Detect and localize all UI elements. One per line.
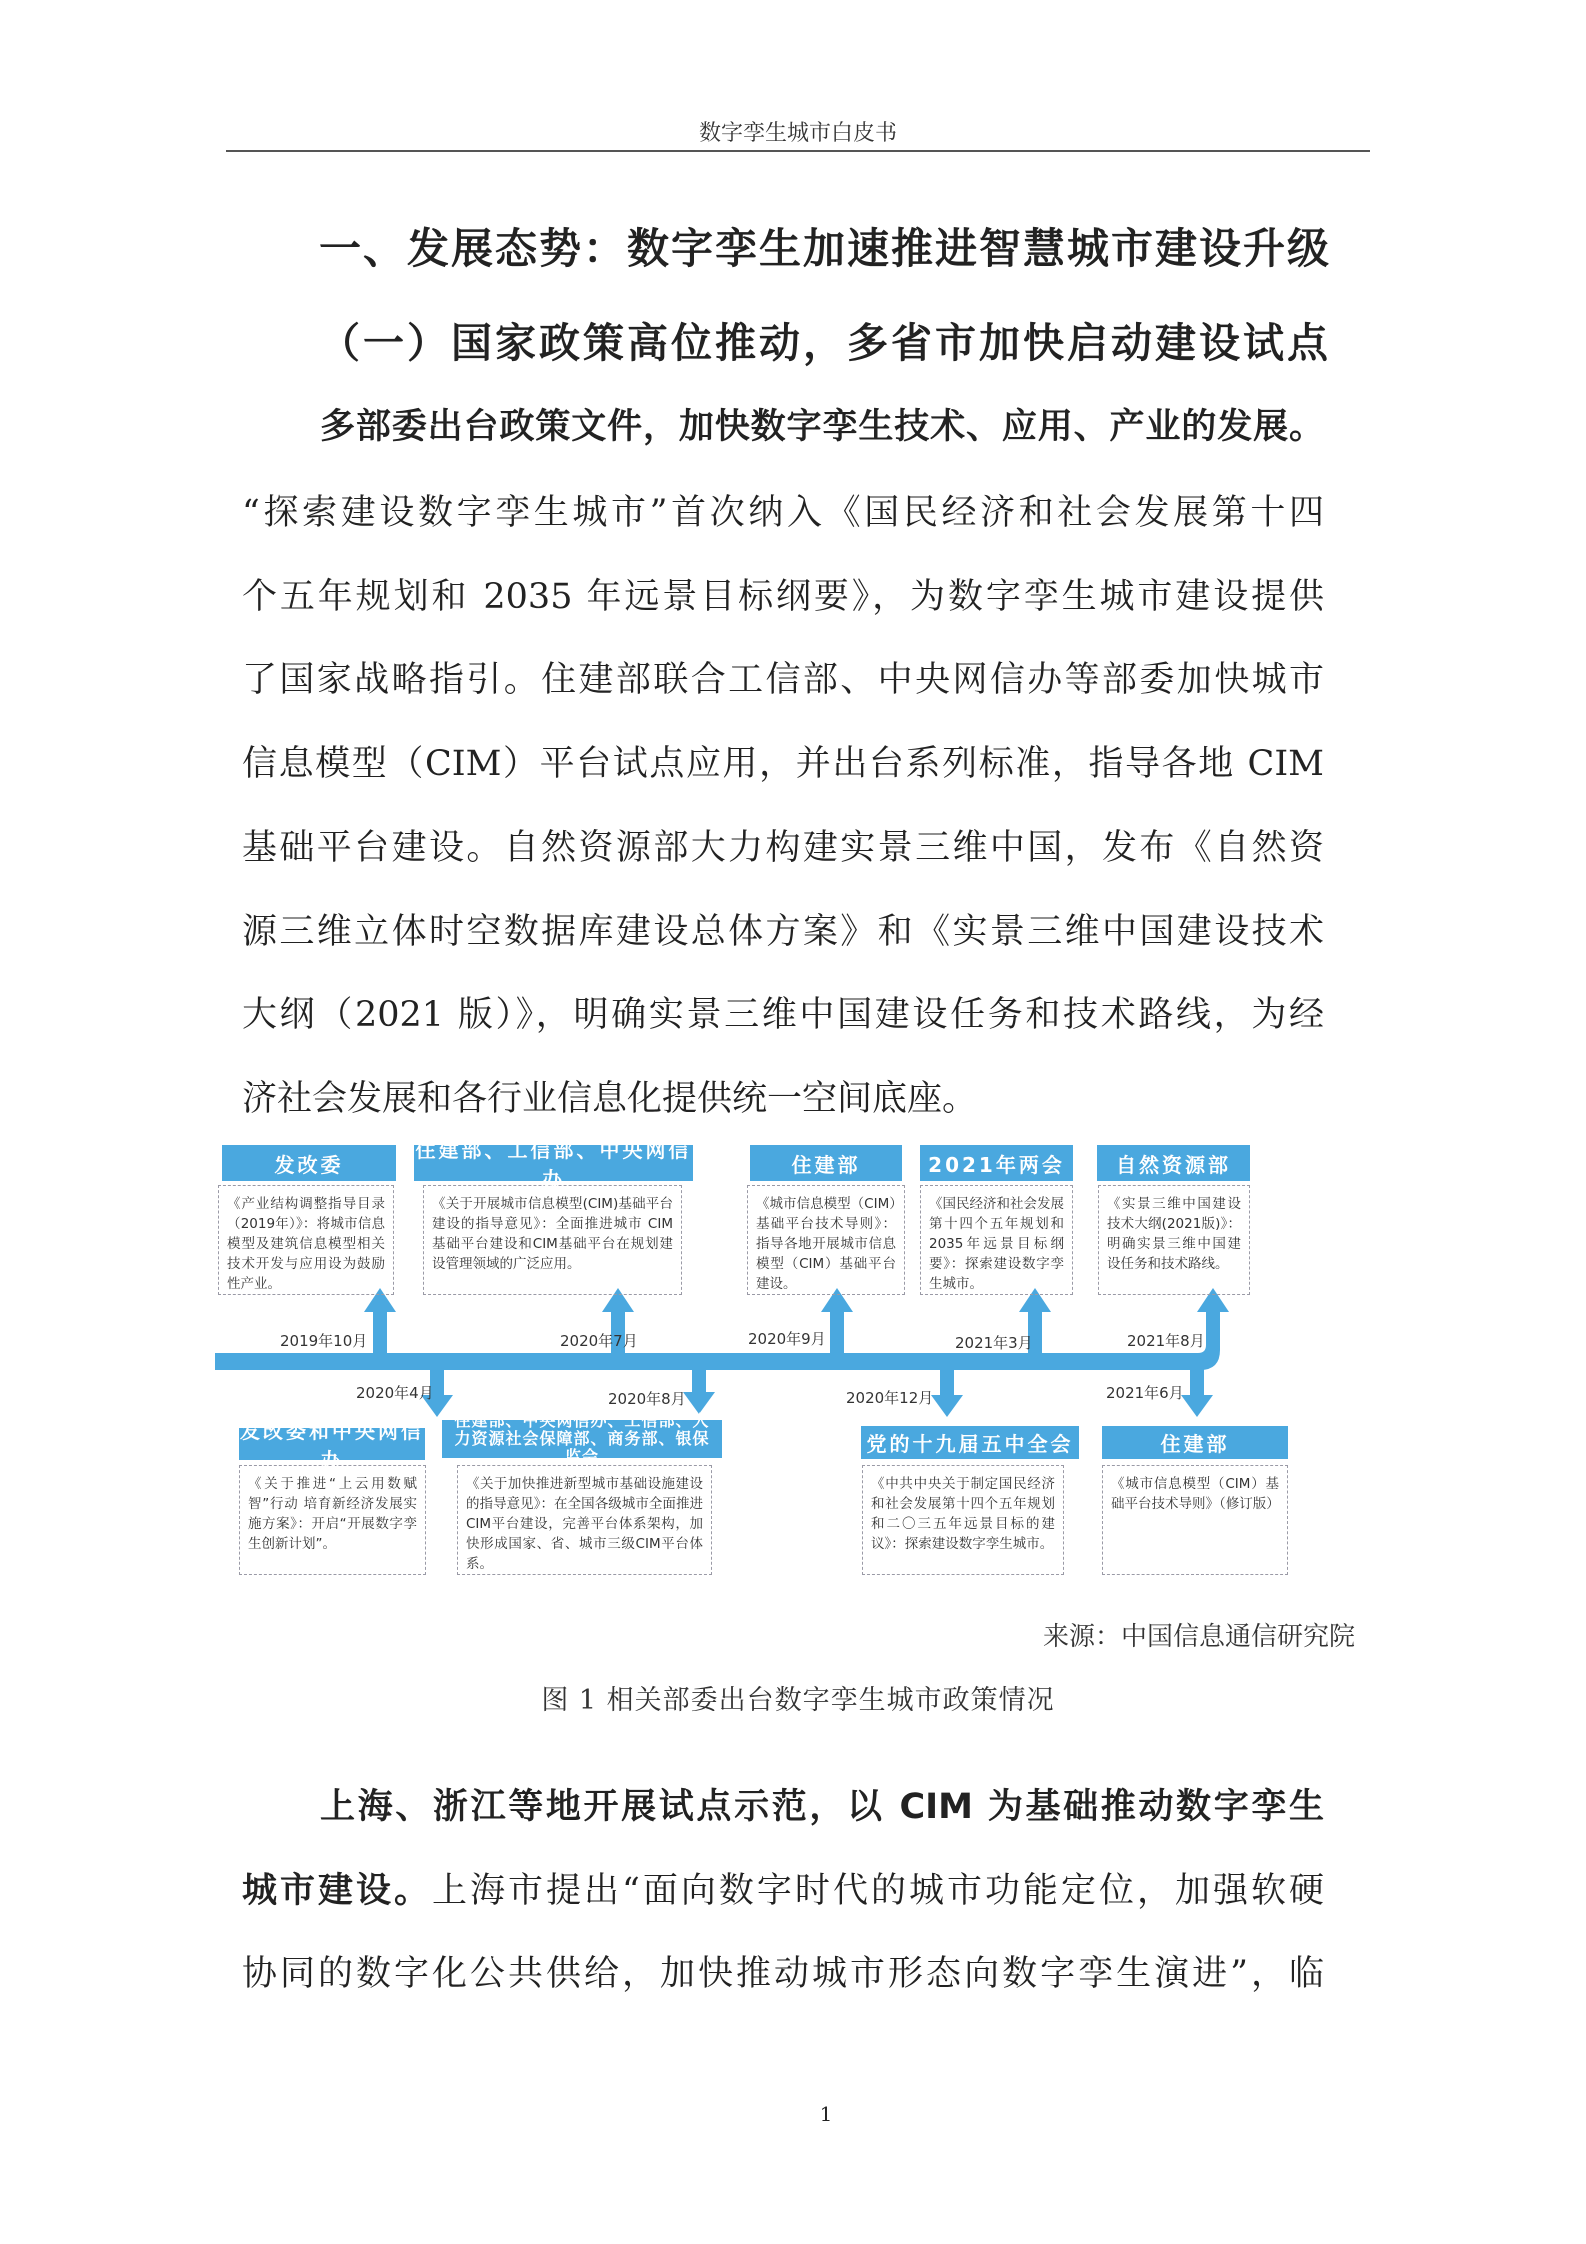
event-org-header: 住建部 [750, 1145, 902, 1181]
body-line: 个五年规划和 2035 年远景目标纲要》，为数字孪生城市建设提供 [242, 577, 1324, 617]
figure-source: 来源：中国信息通信研究院 [1042, 1622, 1355, 1652]
event-org-header: 发改委和中央网信办 [240, 1419, 424, 1472]
down-arrow-2021-06 [1181, 1365, 1213, 1417]
figure-caption: 图 1 相关部委出台数字孪生城市政策情况 [541, 1685, 1055, 1716]
event-date: 2020年7月 [560, 1332, 638, 1350]
body-line: 了国家战略指引。住建部联合工信部、中央网信办等部委加快城市 [242, 660, 1324, 700]
event-org-header: 住建部 [1102, 1426, 1288, 1459]
event-description: 《国民经济和社会发展第十四个五年规划和2035年远景目标纲要》：探索建设数字孪生城市。 [920, 1185, 1073, 1295]
body-line: 协同的数字化公共供给，加快推动城市形态向数字孪生演进”，临 [242, 1954, 1324, 1994]
para2-lead-end: 城市建设。 [242, 1871, 433, 1911]
para1-lead: 多部委出台政策文件，加快数字孪生技术、应用、产业的发展。 [320, 407, 1324, 447]
event-date: 2021年3月 [955, 1334, 1033, 1352]
para2-lead: 上海、浙江等地开展试点示范，以 CIM 为基础推动数字孪生 [320, 1787, 1324, 1827]
down-arrow-2020-12 [931, 1365, 963, 1417]
subsection-heading: （一）国家政策高位推动，多省市加快启动建设试点 [319, 319, 1331, 367]
event-description: 《实景三维中国建设技术大纲(2021版)》：明确实景三维中国建设任务和技术路线。 [1098, 1185, 1250, 1295]
body-line: 信息模型（CIM）平台试点应用，并出台系列标准，指导各地 CIM [242, 744, 1324, 784]
event-date: 2019年10月 [280, 1332, 368, 1350]
body-line: “探索建设数字孪生城市”首次纳入《国民经济和社会发展第十四 [242, 493, 1324, 533]
header-divider [226, 150, 1370, 152]
event-description: 《城市信息模型（CIM）基础平台技术导则》：指导各地开展城市信息模型（CIM）基础平台建设。 [747, 1185, 905, 1295]
page-number: 1 [819, 2102, 833, 2126]
event-org-header: 住建部、工信部、中央网信办 [415, 1138, 692, 1191]
event-org-header: 自然资源部 [1097, 1145, 1250, 1181]
body-line: 源三维立体时空数据库建设总体方案》和《实景三维中国建设技术 [242, 912, 1324, 952]
body-line [242, 1849, 1324, 1933]
event-org-header: 2021年两会 [920, 1145, 1073, 1181]
event-org-header: 住建部、中央网信办、工信部、人力资源社会保障部、商务部、银保监会 [442, 1420, 722, 1458]
event-org-header: 党的十九届五中全会 [861, 1426, 1079, 1459]
event-date: 2020年4月 [356, 1384, 434, 1402]
body-line: 大纲（2021 版）》，明确实景三维中国建设任务和技术路线，为经 [242, 995, 1324, 1035]
event-description: 《关于加快推进新型城市基础设施建设的指导意见》：在全国各级城市全面推进CIM平台建设，完善平台体系架构，加快形成国家、省、城市三级CIM平台体系。 [457, 1465, 712, 1575]
para2-text: 上海市提出“面向数字时代的城市功能定位，加强软硬 [432, 1871, 1324, 1911]
event-date: 2020年12月 [846, 1389, 934, 1407]
body-line: 济社会发展和各行业信息化提供统一空间底座。 [242, 1079, 978, 1119]
event-date: 2021年6月 [1106, 1384, 1184, 1402]
event-description: 《关于推进“上云用数赋智”行动 培育新经济发展实施方案》：开启“开展数字孪生创新计划”。 [239, 1465, 426, 1575]
down-arrow-2020-08 [683, 1365, 715, 1414]
event-description: 《城市信息模型（CIM）基础平台技术导则》（修订版） [1102, 1465, 1288, 1575]
event-date: 2020年8月 [608, 1390, 686, 1408]
body-line: 基础平台建设。自然资源部大力构建实景三维中国，发布《自然资 [242, 828, 1324, 868]
event-date: 2021年8月 [1127, 1332, 1205, 1350]
event-org-header: 发改委 [222, 1145, 396, 1181]
event-description: 《关于开展城市信息模型(CIM)基础平台建设的指导意见》：全面推进城市 CIM 基础平台建设和CIM基础平台在规划建设管理领域的广泛应用。 [423, 1185, 682, 1295]
section-heading: 一、发展态势：数字孪生加速推进智慧城市建设升级 [318, 224, 1331, 273]
up-arrow-2019-10 [364, 1288, 396, 1358]
event-description: 《中共中央关于制定国民经济和社会发展第十四个五年规划和二〇三五年远景目标的建议》：探索建设数字孪生城市。 [862, 1465, 1064, 1575]
up-arrow-2020-09 [821, 1288, 853, 1358]
running-header: 数字孪生城市白皮书 [698, 121, 897, 146]
event-date: 2020年9月 [748, 1330, 826, 1348]
event-description: 《产业结构调整指导目录（2019年）》：将城市信息模型及建筑信息模型相关技术开发与应用设为鼓励性产业。 [218, 1185, 394, 1295]
